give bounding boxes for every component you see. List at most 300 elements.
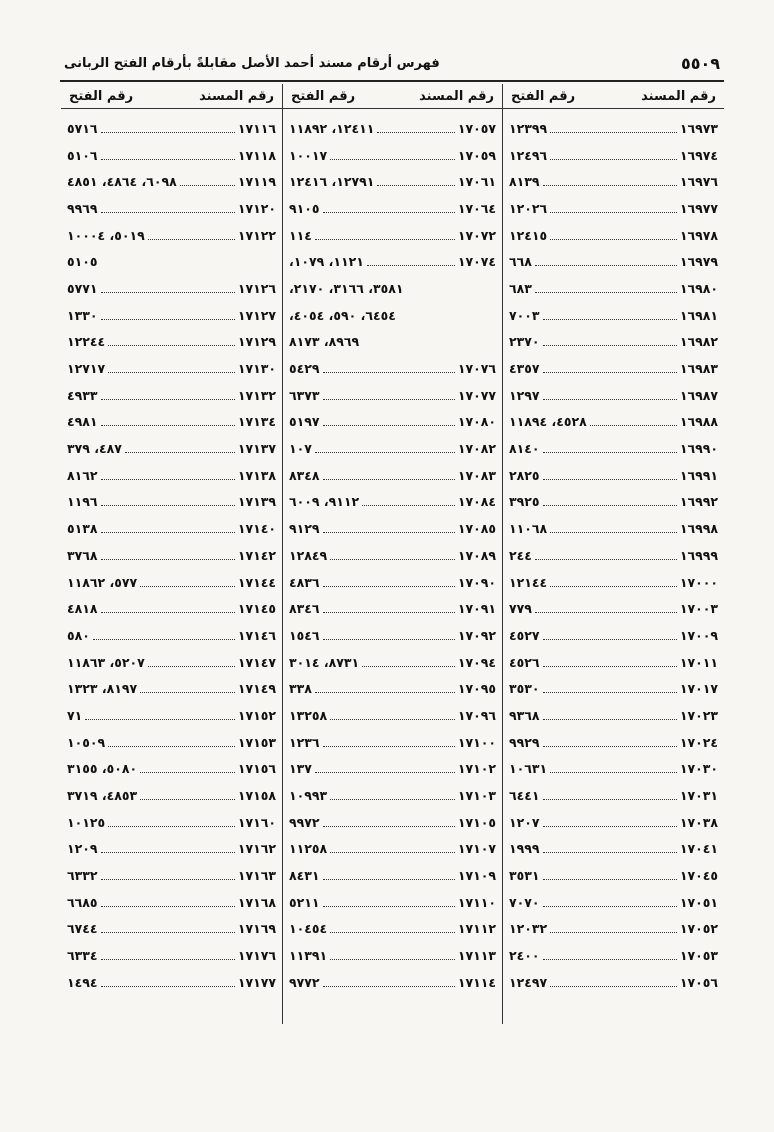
- musnad-number: ١٧١١٦: [237, 120, 276, 136]
- dot-leader: [323, 479, 455, 480]
- musnad-number: ١٦٩٧٨: [679, 227, 718, 243]
- musnad-number: ١٧٠٩٥: [457, 681, 496, 697]
- fath-number: ١٢٧٩١، ١٢٤١٦: [289, 174, 375, 190]
- index-row: [67, 142, 276, 169]
- column-header: [283, 84, 502, 109]
- dot-leader: [543, 399, 677, 400]
- fath-number: ٦٤٥٤، ٥٩٠، ٤٠٥٤،: [289, 307, 396, 323]
- fath-number: ٤٨١٨: [67, 601, 98, 617]
- index-row: [67, 649, 276, 676]
- index-row: [289, 489, 496, 516]
- fath-number: ٥٧١٦: [67, 120, 98, 136]
- fath-number: ١٠٦٣١: [509, 761, 548, 777]
- fath-number: ١٣٣٠: [67, 307, 98, 323]
- dot-leader: [323, 612, 455, 613]
- fath-number: ١٠٧: [289, 441, 312, 457]
- index-row: [67, 435, 276, 462]
- dot-leader: [535, 292, 677, 293]
- index-row: [289, 355, 496, 382]
- musnad-number: ١٧١٣٩: [237, 494, 276, 510]
- fath-number: ٦٨٣: [509, 280, 532, 296]
- index-row: [509, 862, 718, 889]
- header-fath: رقم الفتح: [511, 88, 576, 104]
- page-number: ٥٥٠٩: [680, 54, 720, 73]
- index-row: [67, 195, 276, 222]
- musnad-number: ١٧٠٢٤: [679, 734, 718, 750]
- index-row: [289, 649, 496, 676]
- dot-leader: [543, 185, 677, 186]
- dot-leader: [377, 132, 454, 133]
- musnad-number: ١٦٩٨٣: [679, 361, 718, 377]
- index-row: [67, 355, 276, 382]
- dot-leader: [140, 692, 235, 693]
- fath-number: ٦٤٤١: [509, 788, 540, 804]
- dot-leader: [543, 345, 677, 346]
- dot-leader: [543, 692, 677, 693]
- fath-number: ٨٤٣١: [289, 868, 320, 884]
- fath-number: ٦٣٣٤: [67, 948, 98, 964]
- dot-leader: [330, 852, 455, 853]
- index-row: [509, 489, 718, 516]
- index-row: [509, 675, 718, 702]
- musnad-number: ١٧١٠٣: [457, 788, 496, 804]
- dot-leader: [535, 612, 677, 613]
- musnad-number: ١٧٠٧٦: [457, 361, 496, 377]
- index-row: [509, 942, 718, 969]
- dot-leader: [108, 372, 235, 373]
- index-row: [67, 248, 276, 275]
- index-row: [289, 409, 496, 436]
- index-row: [509, 302, 718, 329]
- fath-number: ٥١٣٨: [67, 521, 98, 537]
- dot-leader: [550, 132, 677, 133]
- musnad-number: ١٧١٧٧: [237, 974, 276, 990]
- dot-leader: [543, 906, 677, 907]
- index-row: [509, 702, 718, 729]
- dot-leader: [323, 425, 455, 426]
- fath-number: ١١٣٩١: [289, 948, 328, 964]
- index-row: [289, 942, 496, 969]
- fath-number: ٥٠٨٠، ٣١٥٥: [67, 761, 138, 777]
- dot-leader: [543, 879, 677, 880]
- dot-leader: [101, 132, 235, 133]
- fath-number: ١٥٤٦: [289, 627, 320, 643]
- index-row: [509, 622, 718, 649]
- fath-number: ١١٠٦٨: [509, 521, 548, 537]
- dot-leader: [101, 879, 235, 880]
- musnad-number: ١٧١١٤: [457, 974, 496, 990]
- dot-leader: [535, 559, 677, 560]
- index-row: [289, 302, 496, 329]
- index-row: [289, 115, 496, 142]
- musnad-number: ١٧١٦٠: [237, 814, 276, 830]
- musnad-number: ١٧٠٩٤: [457, 654, 496, 670]
- dot-leader: [180, 185, 235, 186]
- fath-number: ٥٠١٩، ١٠٠٠٤: [67, 227, 145, 243]
- column-rows: [503, 109, 724, 996]
- page-header: [60, 52, 724, 82]
- dot-leader: [140, 799, 235, 800]
- dot-leader: [323, 879, 455, 880]
- fath-number: ١٢٤٩٧: [509, 974, 548, 990]
- musnad-number: ١٧٠١١: [679, 654, 718, 670]
- header-musnad: رقم المسند: [641, 88, 716, 104]
- fath-number: ٥٢١١: [289, 894, 320, 910]
- dot-leader: [101, 612, 235, 613]
- index-column-left: [61, 84, 282, 1024]
- index-row: [67, 382, 276, 409]
- fath-number: ١١٢٥٨: [289, 841, 328, 857]
- dot-leader: [148, 239, 235, 240]
- fath-number: ٩٩٢٩: [509, 734, 540, 750]
- musnad-number: ١٧٠١٧: [679, 681, 718, 697]
- musnad-number: ١٧١٤٢: [237, 547, 276, 563]
- index-row: [67, 809, 276, 836]
- fath-number: ٨٩٦٩، ٨١٧٣: [289, 334, 360, 350]
- musnad-number: ١٧٠٢٣: [679, 707, 718, 723]
- musnad-number: ١٧٠٤١: [679, 841, 718, 857]
- musnad-number: ١٧١٦٣: [237, 868, 276, 884]
- index-row: [289, 462, 496, 489]
- fath-number: ٨١٤٠: [509, 441, 540, 457]
- musnad-number: ١٧١١٠: [457, 894, 496, 910]
- fath-number: ٥١٠٦: [67, 147, 98, 163]
- index-row: [289, 329, 496, 356]
- fath-number: ٢٤٤: [509, 547, 532, 563]
- dot-leader: [323, 639, 455, 640]
- musnad-number: ١٦٩٧٤: [679, 147, 718, 163]
- fath-number: ٢٨٢٥: [509, 467, 540, 483]
- index-row: [67, 702, 276, 729]
- index-row: [289, 275, 496, 302]
- dot-leader: [543, 372, 677, 373]
- index-row: [67, 889, 276, 916]
- dot-leader: [101, 319, 235, 320]
- fath-number: ٥١٩٧: [289, 414, 320, 430]
- column-header: [61, 84, 282, 109]
- header-fath: رقم الفتح: [69, 88, 134, 104]
- fath-number: ١٤٩٤: [67, 974, 98, 990]
- dot-leader: [535, 265, 677, 266]
- index-row: [67, 916, 276, 943]
- index-row: [67, 595, 276, 622]
- dot-leader: [323, 586, 455, 587]
- fath-number: ٥١٠٥: [67, 254, 98, 270]
- index-row: [509, 435, 718, 462]
- fath-number: ٥٤٢٩: [289, 361, 320, 377]
- index-table: [60, 84, 724, 1024]
- index-row: [289, 836, 496, 863]
- index-row: [509, 836, 718, 863]
- dot-leader: [101, 852, 235, 853]
- dot-leader: [543, 959, 677, 960]
- dot-leader: [101, 932, 235, 933]
- index-row: [289, 809, 496, 836]
- index-row: [509, 729, 718, 756]
- fath-number: ٨١٦٢: [67, 467, 98, 483]
- musnad-number: ١٧٠٧٢: [457, 227, 496, 243]
- fath-number: ٤٩٣٣: [67, 387, 98, 403]
- index-column-middle: [282, 84, 503, 1024]
- index-row: [509, 168, 718, 195]
- musnad-number: ١٦٩٩٠: [679, 441, 718, 457]
- dot-leader: [330, 959, 455, 960]
- musnad-number: ١٧١٣٠: [237, 361, 276, 377]
- fath-number: ٥٢٠٧، ١١٨٦٣: [67, 654, 145, 670]
- fath-number: ١٢٩٧: [509, 387, 540, 403]
- dot-leader: [550, 586, 677, 587]
- fath-number: ٢٣٧٠: [509, 334, 540, 350]
- index-row: [67, 489, 276, 516]
- musnad-number: ١٧٠٥٣: [679, 948, 718, 964]
- index-row: [67, 756, 276, 783]
- index-row: [289, 595, 496, 622]
- musnad-number: ١٦٩٩٨: [679, 521, 718, 537]
- fath-number: ١٢٧١٧: [67, 361, 106, 377]
- musnad-number: ١٦٩٨٧: [679, 387, 718, 403]
- fath-number: ١٢٤١١، ١١٨٩٢: [289, 120, 375, 136]
- fath-number: ٨٧٣١، ٣٠١٤: [289, 654, 360, 670]
- musnad-number: ١٧٠٧٧: [457, 387, 496, 403]
- fath-number: ٧٠٠٣: [509, 307, 540, 323]
- musnad-number: ١٧١٠٠: [457, 734, 496, 750]
- fath-number: ١٢٨٤٩: [289, 547, 328, 563]
- index-row: [67, 409, 276, 436]
- musnad-number: ١٧١٠٧: [457, 841, 496, 857]
- fath-number: ١٠١٢٥: [67, 814, 106, 830]
- musnad-number: ١٧١١٩: [237, 174, 276, 190]
- musnad-number: ١٧٠٤٥: [679, 868, 718, 884]
- fath-number: ٥٧٧١: [67, 280, 98, 296]
- musnad-number: ١٧٠٥٩: [457, 147, 496, 163]
- index-row: [509, 595, 718, 622]
- index-row: [289, 168, 496, 195]
- dot-leader: [148, 666, 235, 667]
- fath-number: ٩٧٧٢: [289, 974, 320, 990]
- musnad-number: ١٧١٢٠: [237, 200, 276, 216]
- dot-leader: [140, 586, 235, 587]
- dot-leader: [323, 906, 455, 907]
- index-row: [67, 462, 276, 489]
- index-row: [67, 115, 276, 142]
- fath-number: ٩٩٦٩: [67, 200, 98, 216]
- index-row: [509, 329, 718, 356]
- index-row: [67, 862, 276, 889]
- index-row: [67, 302, 276, 329]
- fath-number: ١٣٧: [289, 761, 312, 777]
- musnad-number: ١٧٠٣١: [679, 788, 718, 804]
- index-row: [289, 969, 496, 996]
- musnad-number: ١٧٠٥٧: [457, 120, 496, 136]
- fath-number: ١٢٠٢٦: [509, 200, 548, 216]
- dot-leader: [101, 479, 235, 480]
- dot-leader: [330, 932, 455, 933]
- index-row: [509, 542, 718, 569]
- musnad-number: ١٧٠٥٢: [679, 921, 718, 937]
- dot-leader: [140, 772, 235, 773]
- dot-leader: [101, 212, 235, 213]
- index-row: [289, 515, 496, 542]
- index-row: [67, 542, 276, 569]
- header-musnad: رقم المسند: [419, 88, 494, 104]
- index-row: [289, 142, 496, 169]
- dot-leader: [543, 826, 677, 827]
- dot-leader: [543, 852, 677, 853]
- dot-leader: [550, 532, 677, 533]
- dot-leader: [543, 719, 677, 720]
- fath-number: ١٢٣٩٩: [509, 120, 548, 136]
- dot-leader: [101, 292, 235, 293]
- index-row: [289, 569, 496, 596]
- fath-number: ١٢٠٩: [67, 841, 98, 857]
- dot-leader: [108, 345, 235, 346]
- musnad-number: ١٧١٢٦: [237, 280, 276, 296]
- index-row: [509, 355, 718, 382]
- fath-number: ١٢١٤٤: [509, 574, 548, 590]
- musnad-number: ١٧١١٣: [457, 948, 496, 964]
- index-row: [289, 782, 496, 809]
- index-row: [67, 836, 276, 863]
- fath-number: ١٠٠١٧: [289, 147, 328, 163]
- musnad-number: ١٧١٥٨: [237, 788, 276, 804]
- dot-leader: [101, 959, 235, 960]
- musnad-number: ١٧٠٣٠: [679, 761, 718, 777]
- fath-number: ١٩٩٩: [509, 841, 540, 857]
- musnad-number: ١٧٠٩٦: [457, 707, 496, 723]
- index-row: [67, 515, 276, 542]
- index-row: [509, 409, 718, 436]
- index-row: [289, 916, 496, 943]
- header-fath: رقم الفتح: [291, 88, 356, 104]
- fath-number: ٦٦٨٥: [67, 894, 98, 910]
- index-row: [67, 942, 276, 969]
- musnad-number: ١٧٠٦١: [457, 174, 496, 190]
- musnad-number: ١٧١١٨: [237, 147, 276, 163]
- dot-leader: [550, 239, 677, 240]
- fath-number: ١٢٤٩٦: [509, 147, 548, 163]
- musnad-number: ١٧٠٠٣: [679, 601, 718, 617]
- column-header: [503, 84, 724, 109]
- fath-number: ٥٧٧، ١١٨٦٢: [67, 574, 138, 590]
- index-row: [67, 569, 276, 596]
- dot-leader: [550, 986, 677, 987]
- fath-number: ٦٦٨: [509, 254, 532, 270]
- dot-leader: [362, 666, 455, 667]
- fath-number: ١٢٠٧: [509, 814, 540, 830]
- dot-leader: [550, 932, 677, 933]
- index-row: [67, 675, 276, 702]
- dot-leader: [101, 906, 235, 907]
- page-title: فهرس أرقام مسند أحمد الأصل مقابلةً بأرقام الفتح الربانى: [64, 56, 440, 71]
- column-rows: [61, 109, 282, 996]
- musnad-number: ١٦٩٨٨: [679, 414, 718, 430]
- dot-leader: [590, 425, 677, 426]
- index-row: [67, 275, 276, 302]
- fath-number: ٣٥٨١، ٣١٦٦، ٢١٧٠،: [289, 280, 404, 296]
- index-row: [509, 782, 718, 809]
- musnad-number: ١٧١٣٨: [237, 467, 276, 483]
- musnad-number: ١٦٩٨١: [679, 307, 718, 323]
- musnad-number: ١٧٠٣٨: [679, 814, 718, 830]
- musnad-number: ١٧٠٨٤: [457, 494, 496, 510]
- fath-number: ١١٩٦: [67, 494, 98, 510]
- index-row: [289, 435, 496, 462]
- fath-number: ١١٢١، ١٠٧٩،: [289, 254, 364, 270]
- index-row: [67, 729, 276, 756]
- musnad-number: ١٦٩٧٣: [679, 120, 718, 136]
- index-row: [67, 622, 276, 649]
- dot-leader: [367, 265, 455, 266]
- index-row: [67, 782, 276, 809]
- index-row: [289, 542, 496, 569]
- index-row: [509, 889, 718, 916]
- musnad-number: ١٧٠٦٤: [457, 200, 496, 216]
- index-row: [289, 675, 496, 702]
- fath-number: ٦٣٧٣: [289, 387, 320, 403]
- index-row: [289, 222, 496, 249]
- musnad-number: ١٧٠٩٢: [457, 627, 496, 643]
- musnad-number: ١٧١٣٧: [237, 441, 276, 457]
- fath-number: ٣٩٢٥: [509, 494, 540, 510]
- dot-leader: [93, 639, 235, 640]
- fath-number: ٦٠٩٨، ٤٨٦٤، ٤٨٥١: [67, 174, 177, 190]
- musnad-number: ١٦٩٨٢: [679, 334, 718, 350]
- dot-leader: [550, 212, 677, 213]
- dot-leader: [543, 452, 677, 453]
- musnad-number: ١٧١٤٧: [237, 654, 276, 670]
- dot-leader: [323, 746, 455, 747]
- dot-leader: [101, 159, 235, 160]
- musnad-number: ١٧٠٨٢: [457, 441, 496, 457]
- dot-leader: [550, 159, 677, 160]
- index-row: [67, 222, 276, 249]
- fath-number: ٤٥٢٨، ١١٨٩٤: [509, 414, 587, 430]
- fath-number: ٣٣٨: [289, 681, 312, 697]
- musnad-number: ١٧٠٥١: [679, 894, 718, 910]
- index-row: [509, 649, 718, 676]
- index-row: [509, 195, 718, 222]
- dot-leader: [377, 185, 454, 186]
- musnad-number: ١٧١٦٨: [237, 894, 276, 910]
- column-rows: [283, 109, 502, 996]
- musnad-number: ١٦٩٧٩: [679, 254, 718, 270]
- fath-number: ٤٩٨١: [67, 414, 98, 430]
- fath-number: ١١٤: [289, 227, 312, 243]
- dot-leader: [315, 692, 455, 693]
- fath-number: ٩١١٢، ٦٠٠٩: [289, 494, 360, 510]
- dot-leader: [543, 505, 677, 506]
- fath-number: ١٢٣٦: [289, 734, 320, 750]
- musnad-number: ١٧٠٨٥: [457, 521, 496, 537]
- fath-number: ٩٩٧٢: [289, 814, 320, 830]
- index-row: [289, 382, 496, 409]
- musnad-number: ١٧٠٩١: [457, 601, 496, 617]
- dot-leader: [323, 986, 455, 987]
- fath-number: ٤٥٢٦: [509, 654, 540, 670]
- index-row: [289, 729, 496, 756]
- dot-leader: [101, 559, 235, 560]
- index-row: [289, 756, 496, 783]
- fath-number: ٤٣٥٧: [509, 361, 540, 377]
- fath-number: ١٢٢٤٤: [67, 334, 106, 350]
- fath-number: ٢٤٠٠: [509, 948, 540, 964]
- fath-number: ٤٨٣٦: [289, 574, 320, 590]
- index-row: [289, 622, 496, 649]
- dot-leader: [101, 399, 235, 400]
- fath-number: ١٢٤١٥: [509, 227, 548, 243]
- fath-number: ٤٥٢٧: [509, 627, 540, 643]
- fath-number: ٨٣٤٨: [289, 467, 320, 483]
